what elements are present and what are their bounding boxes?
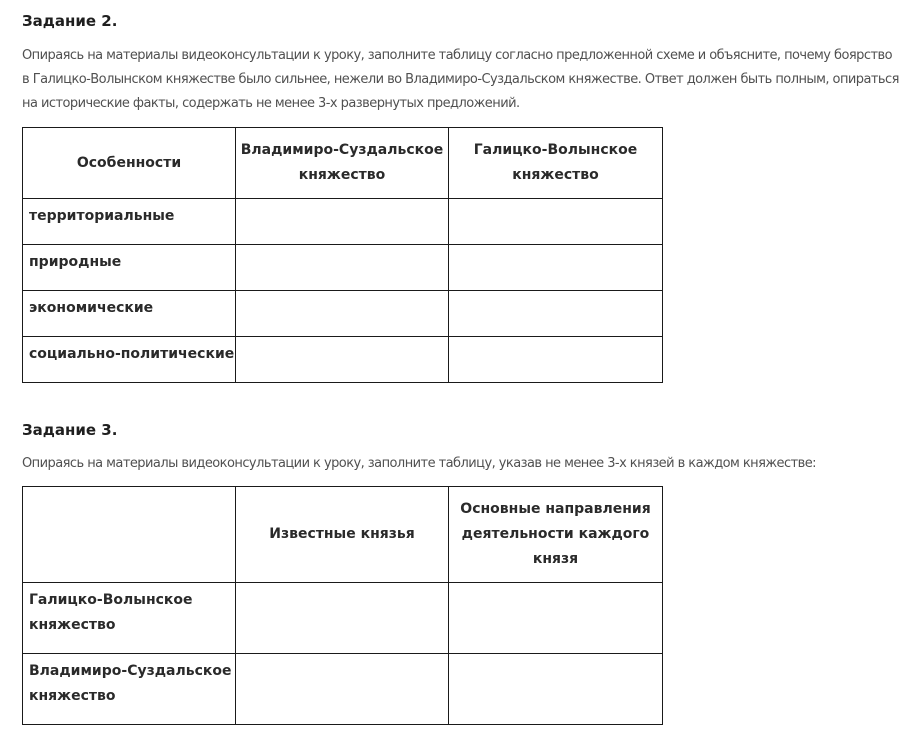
answer-cell[interactable] [449,245,663,291]
answer-cell[interactable] [449,654,663,725]
task3-title: Задание 3. [22,421,118,439]
answer-cell[interactable] [236,291,449,337]
answer-cell[interactable] [449,199,663,245]
table-row [23,291,663,337]
task3-table [22,486,663,725]
answer-cell[interactable] [236,199,449,245]
task2-line3: на исторические факты, содержать не менее 3-х развернутых предложений. [22,96,520,111]
row-label-natural: природные [23,245,236,291]
answer-cell[interactable] [236,337,449,383]
row-label-economic: экономические [23,291,236,337]
header-vladimir-suzdal: Владимиро-Суздальское княжество [236,128,449,199]
task2-instructions [22,44,902,116]
answer-cell[interactable] [236,583,449,654]
task2-table [22,127,663,383]
row-label-territorial: территориальные [23,199,236,245]
header-known-princes: Известные князья [236,487,449,583]
table-row [23,199,663,245]
table-row [23,583,663,654]
answer-cell[interactable] [449,291,663,337]
task2-header-row [23,128,663,199]
answer-cell[interactable] [236,654,449,725]
task3-header-row [23,487,663,583]
header-galicia-volhynia: Галицко-Волынское княжество [449,128,663,199]
row-label-socio-political: социально-политические [23,337,236,383]
table-row [23,337,663,383]
task2-line1: Опираясь на материалы видеоконсультации к уроку, заполните таблицу согласно предложенной схеме и объясните, почему боярство [22,48,892,63]
row-label-galicia-volhynia: Галицко-Волынское княжество [23,583,236,654]
header-main-activities: Основные направления деятельности каждого князя [449,487,663,583]
table-row [23,245,663,291]
task3-line1: Опираясь на материалы видеоконсультации к уроку, заполните таблицу, указав не менее 3-х князей в каждом княжестве: [22,456,817,471]
task2-title: Задание 2. [22,12,118,30]
table-row [23,654,663,725]
task2-line2: в Галицко-Волынском княжестве было сильнее, нежели во Владимиро-Суздальском княжестве. Ответ должен быть полным, опираться [22,72,899,87]
answer-cell[interactable] [449,337,663,383]
header-features: Особенности [23,128,236,199]
answer-cell[interactable] [449,583,663,654]
header-empty [23,487,236,583]
answer-cell[interactable] [236,245,449,291]
task3-instructions [22,452,902,476]
row-label-vladimir-suzdal: Владимиро-Суздальское княжество [23,654,236,725]
